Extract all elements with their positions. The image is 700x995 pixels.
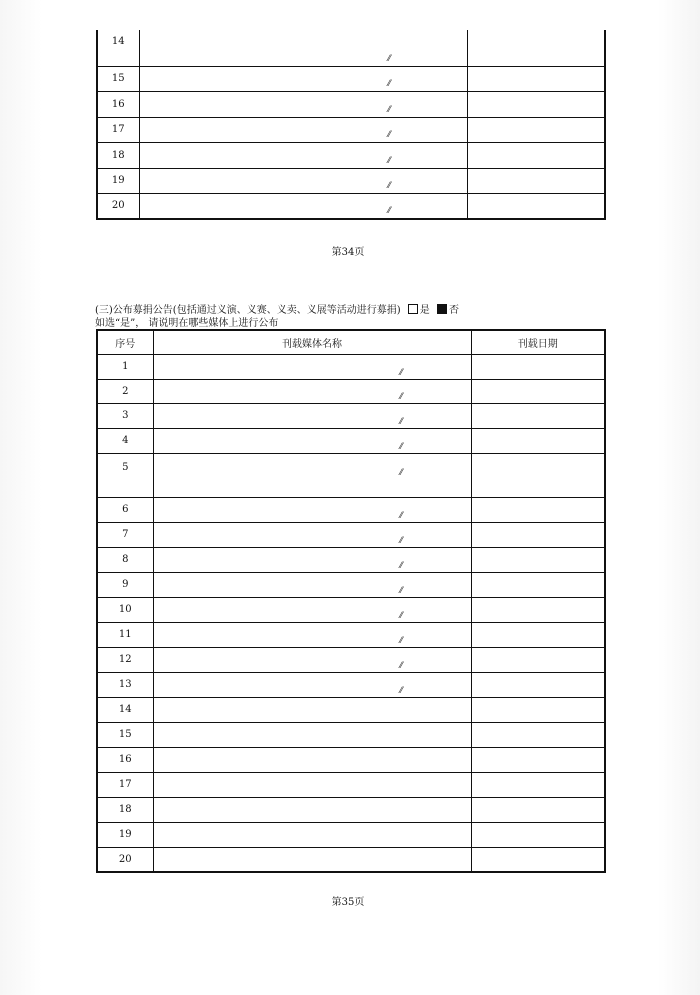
slash-mark: ⁄⁄ [399, 610, 403, 620]
row-number: 14 [97, 30, 139, 66]
table-row [97, 772, 605, 797]
media-name-cell[interactable] [153, 697, 471, 722]
table-row [97, 697, 605, 722]
date-cell[interactable] [471, 647, 605, 672]
media-name-cell[interactable] [153, 547, 471, 572]
table-header-row [97, 330, 605, 354]
media-name-cell[interactable] [153, 572, 471, 597]
entry-cell[interactable] [139, 117, 467, 142]
table-row [97, 142, 605, 168]
table-row [97, 722, 605, 747]
table-row [97, 354, 605, 379]
slash-mark: ⁄⁄ [387, 129, 391, 139]
date-cell[interactable] [471, 622, 605, 647]
date-cell[interactable] [471, 522, 605, 547]
row-number: 1 [97, 354, 153, 379]
table-row [97, 797, 605, 822]
previous-page-table [96, 30, 606, 220]
media-name-cell[interactable] [153, 847, 471, 872]
date-cell[interactable] [471, 597, 605, 622]
media-name-cell[interactable] [153, 772, 471, 797]
column-header: 序号 [97, 330, 153, 354]
row-number: 14 [97, 697, 153, 722]
row-number: 15 [97, 66, 139, 91]
page-number: 第34页 [331, 247, 365, 258]
row-number: 5 [97, 453, 153, 497]
row-number: 18 [97, 797, 153, 822]
row-number: 15 [97, 722, 153, 747]
table-row [97, 497, 605, 522]
date-cell[interactable] [471, 453, 605, 497]
row-number: 19 [97, 168, 139, 193]
media-name-cell[interactable] [153, 522, 471, 547]
entry-cell[interactable] [139, 66, 467, 91]
entry-cell[interactable] [139, 168, 467, 193]
date-cell[interactable] [471, 354, 605, 379]
column-header: 刊载日期 [471, 330, 605, 354]
date-cell[interactable] [471, 403, 605, 428]
entry-cell[interactable] [139, 91, 467, 117]
entry-cell[interactable] [467, 142, 605, 168]
date-cell[interactable] [471, 747, 605, 772]
no-checkbox[interactable] [437, 304, 447, 314]
row-number: 16 [97, 91, 139, 117]
entry-cell[interactable] [467, 168, 605, 193]
date-cell[interactable] [471, 797, 605, 822]
slash-mark: ⁄⁄ [399, 441, 403, 451]
heading-text: (三)公布募捐公告(包括通过义演、义赛、义卖、义展等活动进行募捐) [95, 305, 401, 316]
date-cell[interactable] [471, 772, 605, 797]
table-row [97, 522, 605, 547]
media-name-cell[interactable] [153, 647, 471, 672]
slash-mark: ⁄⁄ [399, 510, 403, 520]
date-cell[interactable] [471, 822, 605, 847]
column-header: 刊载媒体名称 [153, 330, 471, 354]
media-name-cell[interactable] [153, 672, 471, 697]
row-number: 18 [97, 142, 139, 168]
slash-mark: ⁄⁄ [387, 180, 391, 190]
entry-cell[interactable] [467, 117, 605, 142]
yes-label: 是 [419, 305, 430, 316]
date-cell[interactable] [471, 847, 605, 872]
slash-mark: ⁄⁄ [399, 416, 403, 426]
table-row [97, 597, 605, 622]
table-row [97, 622, 605, 647]
media-name-cell[interactable] [153, 822, 471, 847]
media-name-cell[interactable] [153, 497, 471, 522]
media-name-cell[interactable] [153, 722, 471, 747]
page-number: 第35页 [331, 897, 365, 908]
table-row [97, 453, 605, 497]
media-name-cell[interactable] [153, 379, 471, 403]
row-number: 10 [97, 597, 153, 622]
row-number: 16 [97, 747, 153, 772]
media-name-cell[interactable] [153, 453, 471, 497]
table-row [97, 91, 605, 117]
slash-mark: ⁄⁄ [399, 635, 403, 645]
table-row [97, 822, 605, 847]
row-number: 4 [97, 428, 153, 453]
entry-cell[interactable] [467, 30, 605, 66]
row-number: 13 [97, 672, 153, 697]
slash-mark: ⁄⁄ [399, 391, 403, 401]
row-number: 12 [97, 647, 153, 672]
slash-mark: ⁄⁄ [399, 367, 403, 377]
no-label: 否 [448, 305, 459, 316]
slash-mark: ⁄⁄ [399, 560, 403, 570]
date-cell[interactable] [471, 379, 605, 403]
entry-cell[interactable] [139, 30, 467, 66]
slash-mark: ⁄⁄ [399, 467, 403, 477]
media-name-cell[interactable] [153, 797, 471, 822]
media-name-cell[interactable] [153, 403, 471, 428]
row-number: 9 [97, 572, 153, 597]
date-cell[interactable] [471, 697, 605, 722]
slash-mark: ⁄⁄ [387, 53, 391, 63]
table-row [97, 117, 605, 142]
date-cell[interactable] [471, 547, 605, 572]
table-row [97, 193, 605, 219]
slash-mark: ⁄⁄ [399, 685, 403, 695]
media-name-cell[interactable] [153, 428, 471, 453]
slash-mark: ⁄⁄ [387, 155, 391, 165]
media-table [96, 329, 606, 873]
entry-cell[interactable] [467, 193, 605, 219]
row-number: 11 [97, 622, 153, 647]
row-number: 17 [97, 772, 153, 797]
table-row [97, 379, 605, 403]
media-name-cell[interactable] [153, 747, 471, 772]
date-cell[interactable] [471, 572, 605, 597]
table-row [97, 847, 605, 872]
media-name-cell[interactable] [153, 354, 471, 379]
slash-mark: ⁄⁄ [399, 535, 403, 545]
media-name-cell[interactable] [153, 622, 471, 647]
yes-checkbox[interactable] [408, 304, 418, 314]
row-number: 3 [97, 403, 153, 428]
heading-line [95, 304, 459, 317]
table-row [97, 572, 605, 597]
row-number: 2 [97, 379, 153, 403]
table-row [97, 66, 605, 91]
table-row [97, 672, 605, 697]
instruction-text: 如选“是”， 请说明在哪些媒体上进行公布 [95, 318, 279, 329]
entry-cell[interactable] [467, 91, 605, 117]
row-number: 6 [97, 497, 153, 522]
table-row [97, 747, 605, 772]
slash-mark: ⁄⁄ [387, 78, 391, 88]
table-row [97, 168, 605, 193]
date-cell[interactable] [471, 497, 605, 522]
row-number: 8 [97, 547, 153, 572]
slash-mark: ⁄⁄ [387, 206, 391, 215]
table-row [97, 428, 605, 453]
row-number: 7 [97, 522, 153, 547]
table-row [97, 547, 605, 572]
date-cell[interactable] [471, 722, 605, 747]
row-number: 20 [97, 193, 139, 219]
table-row [97, 403, 605, 428]
row-number: 17 [97, 117, 139, 142]
date-cell[interactable] [471, 672, 605, 697]
entry-cell[interactable] [467, 66, 605, 91]
entry-cell[interactable] [139, 193, 467, 219]
table-row [97, 30, 605, 66]
table-row [97, 647, 605, 672]
entry-cell[interactable] [139, 142, 467, 168]
slash-mark: ⁄⁄ [399, 660, 403, 670]
media-name-cell[interactable] [153, 597, 471, 622]
date-cell[interactable] [471, 428, 605, 453]
row-number: 20 [97, 847, 153, 872]
slash-mark: ⁄⁄ [387, 104, 391, 114]
row-number: 19 [97, 822, 153, 847]
section-heading [95, 304, 459, 330]
slash-mark: ⁄⁄ [399, 585, 403, 595]
